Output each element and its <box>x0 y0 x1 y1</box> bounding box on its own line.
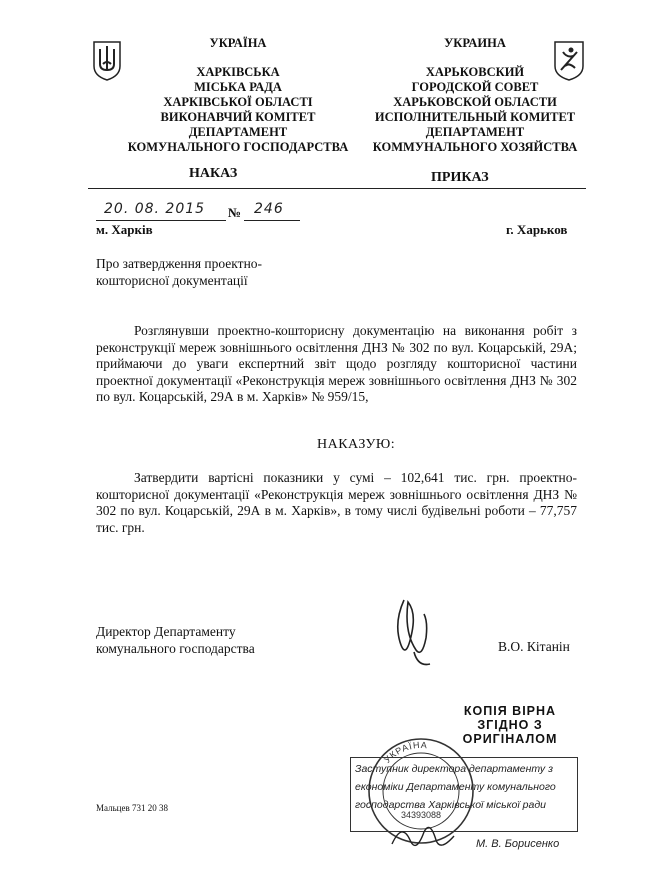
certifier-signature <box>388 818 458 858</box>
order-number-label: № <box>228 205 242 220</box>
certification-line: економіки Департаменту комунального <box>355 781 556 793</box>
certifier-name: М. В. Борисенко <box>476 838 560 850</box>
right-header-line: ИСПОЛНИТЕЛЬНЫЙ КОМИТЕТ <box>374 110 576 124</box>
certification-stamp <box>350 757 578 832</box>
right-header-line: ГОРОДСКОЙ СОВЕТ <box>411 80 539 94</box>
decision-paragraph: Затвердити вартісні показники у сумі – 102,641 тис. грн. проектно-кошторисної документації «Реконструкція мереж зовнішнього освітлення ДНЗ № 302 по вул. Коцарській, 29А в м. Харків», в тому числі будівельні роботи – 77,757 тис. грн. <box>96 470 577 535</box>
signer-position-line: комунального господарства <box>96 641 255 656</box>
left-header-line: ХАРКІВСЬКА <box>196 65 280 79</box>
order-date: 20. 08. 2015 <box>104 201 206 217</box>
right-header <box>350 36 600 155</box>
date-underline <box>96 220 226 221</box>
executor-footer: Мальцев 731 20 38 <box>96 803 168 813</box>
number-underline <box>244 220 300 221</box>
signer-position-line: Директор Департаменту <box>96 624 236 639</box>
svg-text:УКРАЇНА: УКРАЇНА <box>382 739 429 765</box>
city-ru: г. Харьков <box>506 222 568 237</box>
order-word: НАКАЗУЮ: <box>317 437 396 452</box>
preamble-paragraph: Розглянувши проектно-кошторисну документацію на виконання робіт з реконструкції мереж зовнішнього освітлення ДНЗ № 302 по вул. Коцарській, 29А; приймаючи до уваги експертний звіт щодо розгляду кошторисної частини проектної документації «Реконструкція мереж зовнішнього освітлення ДНЗ № 302 по вул. Коцарській, 29А в м. Харків» № 959/15, <box>96 323 577 404</box>
signer-position <box>96 623 255 657</box>
doc-type-ru: ПРИКАЗ <box>431 170 489 185</box>
left-header-line: ДЕПАРТАМЕНТ <box>188 125 288 139</box>
signer-name: В.О. Кітанін <box>498 639 570 654</box>
copy-stamp-line: ЗГІДНО З <box>477 718 543 732</box>
svg-text:34393088: 34393088 <box>400 810 442 820</box>
subject <box>96 255 262 289</box>
subject-line: Про затвердження проектно- <box>96 256 263 271</box>
order-number: 246 <box>254 201 284 217</box>
right-header-line: ХАРЬКОВСКИЙ <box>425 65 525 79</box>
copy-stamp-line: КОПІЯ ВІРНА <box>463 704 557 718</box>
left-header-line: ВИКОНАВЧИЙ КОМІТЕТ <box>160 110 316 124</box>
doc-type-uk: НАКАЗ <box>189 166 238 181</box>
copy-stamp-line: ОРИГІНАЛОМ <box>462 732 558 746</box>
city-uk: м. Харків <box>96 222 153 237</box>
country-ru: УКРАИНА <box>444 36 506 50</box>
left-header-line: ХАРКІВСЬКОЇ ОБЛАСТІ <box>163 95 313 109</box>
left-header <box>108 36 368 155</box>
left-header-line: МІСЬКА РАДА <box>194 80 282 94</box>
certification-line: господарства Харківської міської ради <box>355 799 546 811</box>
right-header-line: ХАРЬКОВСКОЙ ОБЛАСТИ <box>393 95 557 109</box>
certification-line: Заступник директора департаменту з <box>355 763 553 775</box>
right-header-line: КОММУНАЛЬНОГО ХОЗЯЙСТВА <box>372 140 578 154</box>
header-divider <box>88 188 586 189</box>
right-header-line: ДЕПАРТАМЕНТ <box>425 125 525 139</box>
subject-line: кошторисної документації <box>96 273 248 288</box>
left-header-line: КОМУНАЛЬНОГО ГОСПОДАРСТВА <box>127 140 349 154</box>
handwritten-signature <box>386 592 436 672</box>
country-uk: УКРАЇНА <box>209 36 267 50</box>
